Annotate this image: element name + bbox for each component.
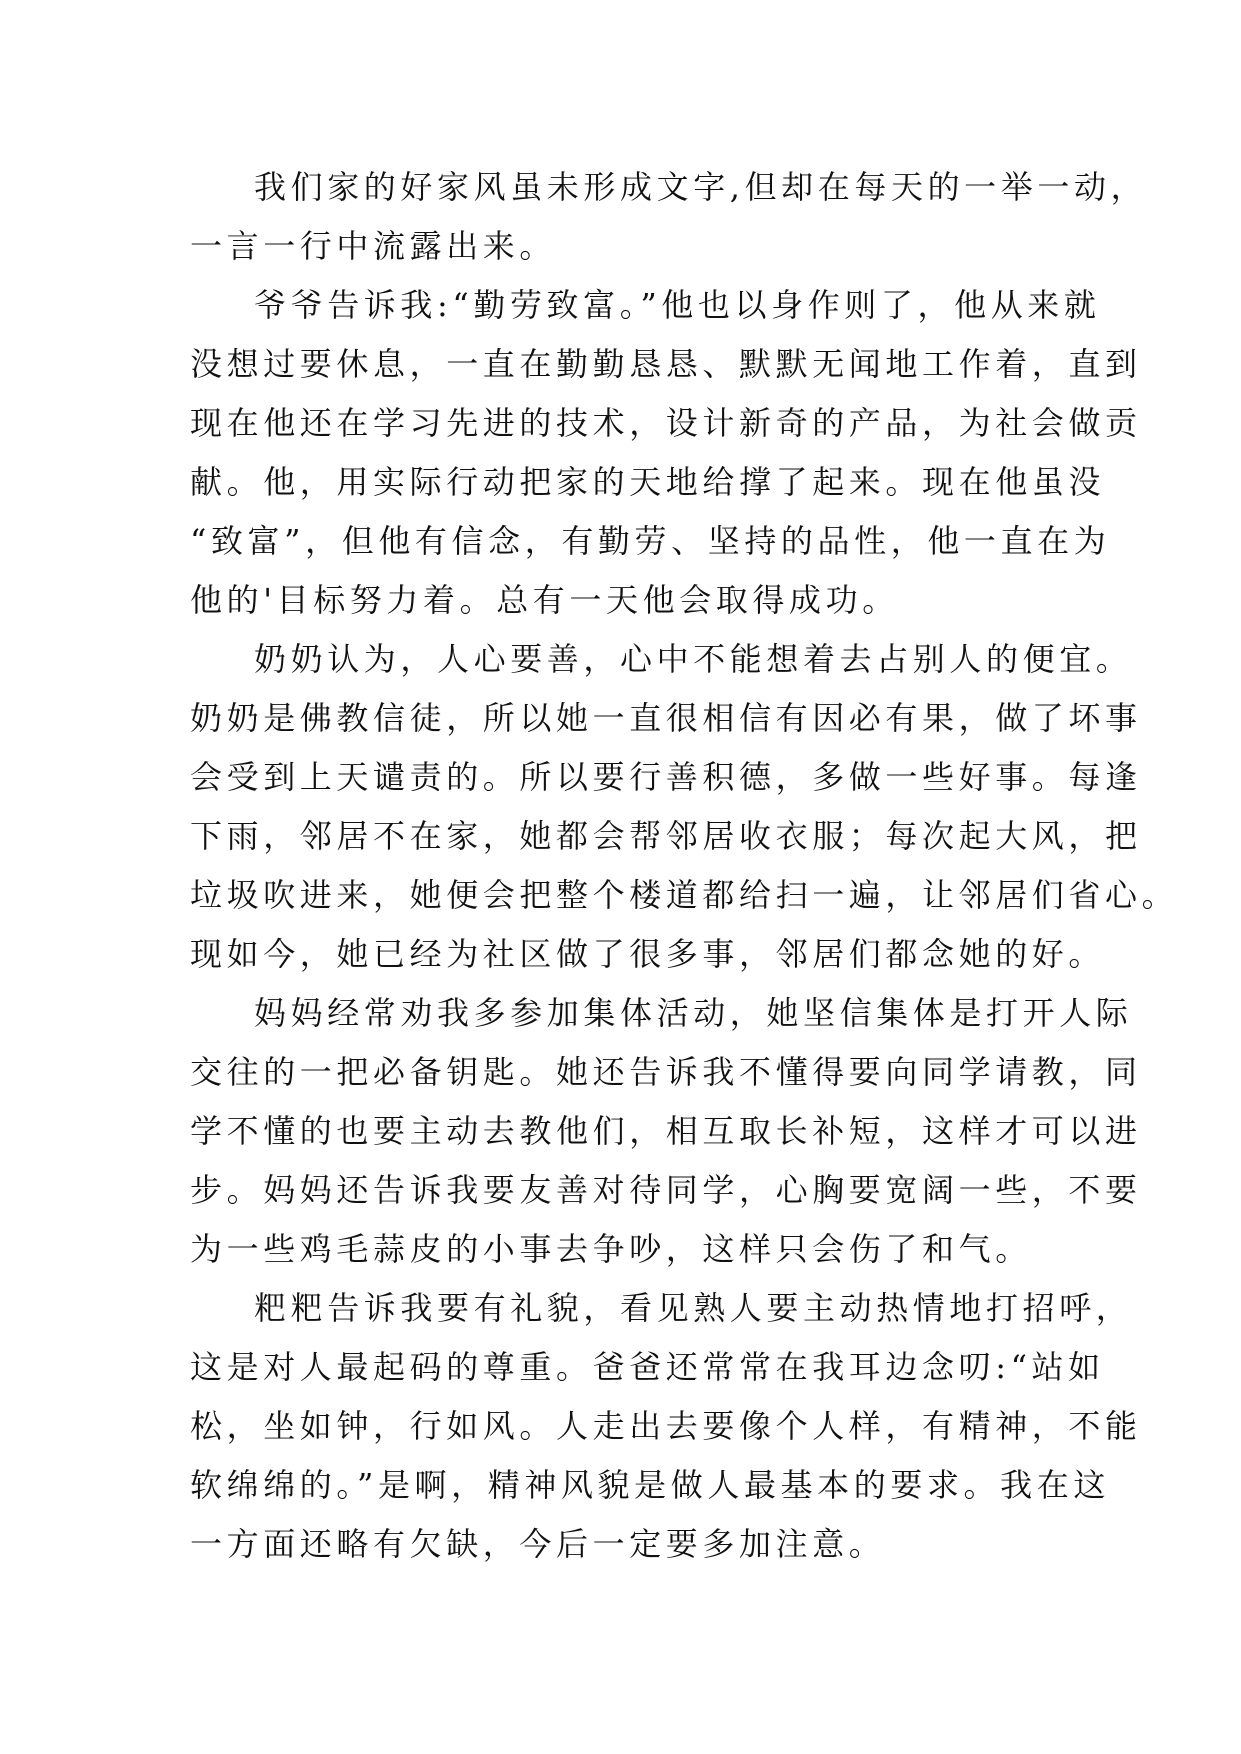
paragraph-3-line-5: 垃圾吹进来，她便会把整个楼道都给扫一遍，让邻居们省心。 xyxy=(190,876,1179,914)
paragraph-5-line-4: 软绵绵的。”是啊，精神风貌是做人最基本的要求。我在这 xyxy=(190,1466,1110,1504)
paragraph-5-line-2: 这是对人最起码的尊重。爸爸还常常在我耳边念叨:“站如 xyxy=(190,1348,1105,1386)
paragraph-3-line-2: 奶奶是佛教信徒，所以她一直很相信有因必有果，做了坏事 xyxy=(190,699,1142,737)
paragraph-1-line-1: 我们家的好家风虽未形成文字,但却在每天的一举一动， xyxy=(254,168,1148,206)
paragraph-4-line-3: 学不懂的也要主动去教他们，相互取长补短，这样才可以进 xyxy=(190,1112,1142,1150)
paragraph-4-line-2: 交往的一把必备钥匙。她还告诉我不懂得要向同学请教，同 xyxy=(190,1053,1142,1091)
paragraph-3-line-4: 下雨，邻居不在家，她都会帮邻居收衣服；每次起大风，把 xyxy=(190,817,1142,855)
paragraph-3-line-1: 奶奶认为，人心要善，心中不能想着去占别人的便宜。 xyxy=(254,640,1133,678)
paragraph-2-line-6: 他的'目标努力着。总有一天他会取得成功。 xyxy=(190,581,899,619)
paragraph-3-line-6: 现如今，她已经为社区做了很多事，邻居们都念她的好。 xyxy=(190,935,1106,973)
paragraph-1-line-2: 一言一行中流露出来。 xyxy=(190,227,557,265)
paragraph-4-line-4: 步。妈妈还告诉我要友善对待同学，心胸要宽阔一些，不要 xyxy=(190,1171,1142,1209)
paragraph-4-line-5: 为一些鸡毛蒜皮的小事去争吵，这样只会伤了和气。 xyxy=(190,1230,1032,1268)
paragraph-5-line-1: 粑粑告诉我要有礼貌，看见熟人要主动热情地打招呼， xyxy=(254,1289,1133,1327)
paragraph-2-line-2: 没想过要休息，一直在勤勤恳恳、默默无闻地工作着，直到 xyxy=(190,345,1142,383)
paragraph-2-line-5: “致富”，但他有信念，有勤劳、坚持的品性，他一直在为 xyxy=(190,522,1111,560)
paragraph-2-line-1: 爷爷告诉我:“勤劳致富。”他也以身作则了，他从来就 xyxy=(254,286,1101,324)
paragraph-3-line-3: 会受到上天谴责的。所以要行善积德，多做一些好事。每逢 xyxy=(190,758,1142,796)
document-body xyxy=(190,158,1179,1574)
paragraph-2-line-4: 献。他，用实际行动把家的天地给撑了起来。现在他虽没 xyxy=(190,463,1106,501)
paragraph-5-line-5: 一方面还略有欠缺，今后一定要多加注意。 xyxy=(190,1525,886,1563)
paragraph-2-line-3: 现在他还在学习先进的技术，设计新奇的产品，为社会做贡 xyxy=(190,404,1142,442)
paragraph-5-line-3: 松，坐如钟，行如风。人走出去要像个人样，有精神，不能 xyxy=(190,1407,1142,1445)
paragraph-4-line-1: 妈妈经常劝我多参加集体活动，她坚信集体是打开人际 xyxy=(254,994,1133,1032)
